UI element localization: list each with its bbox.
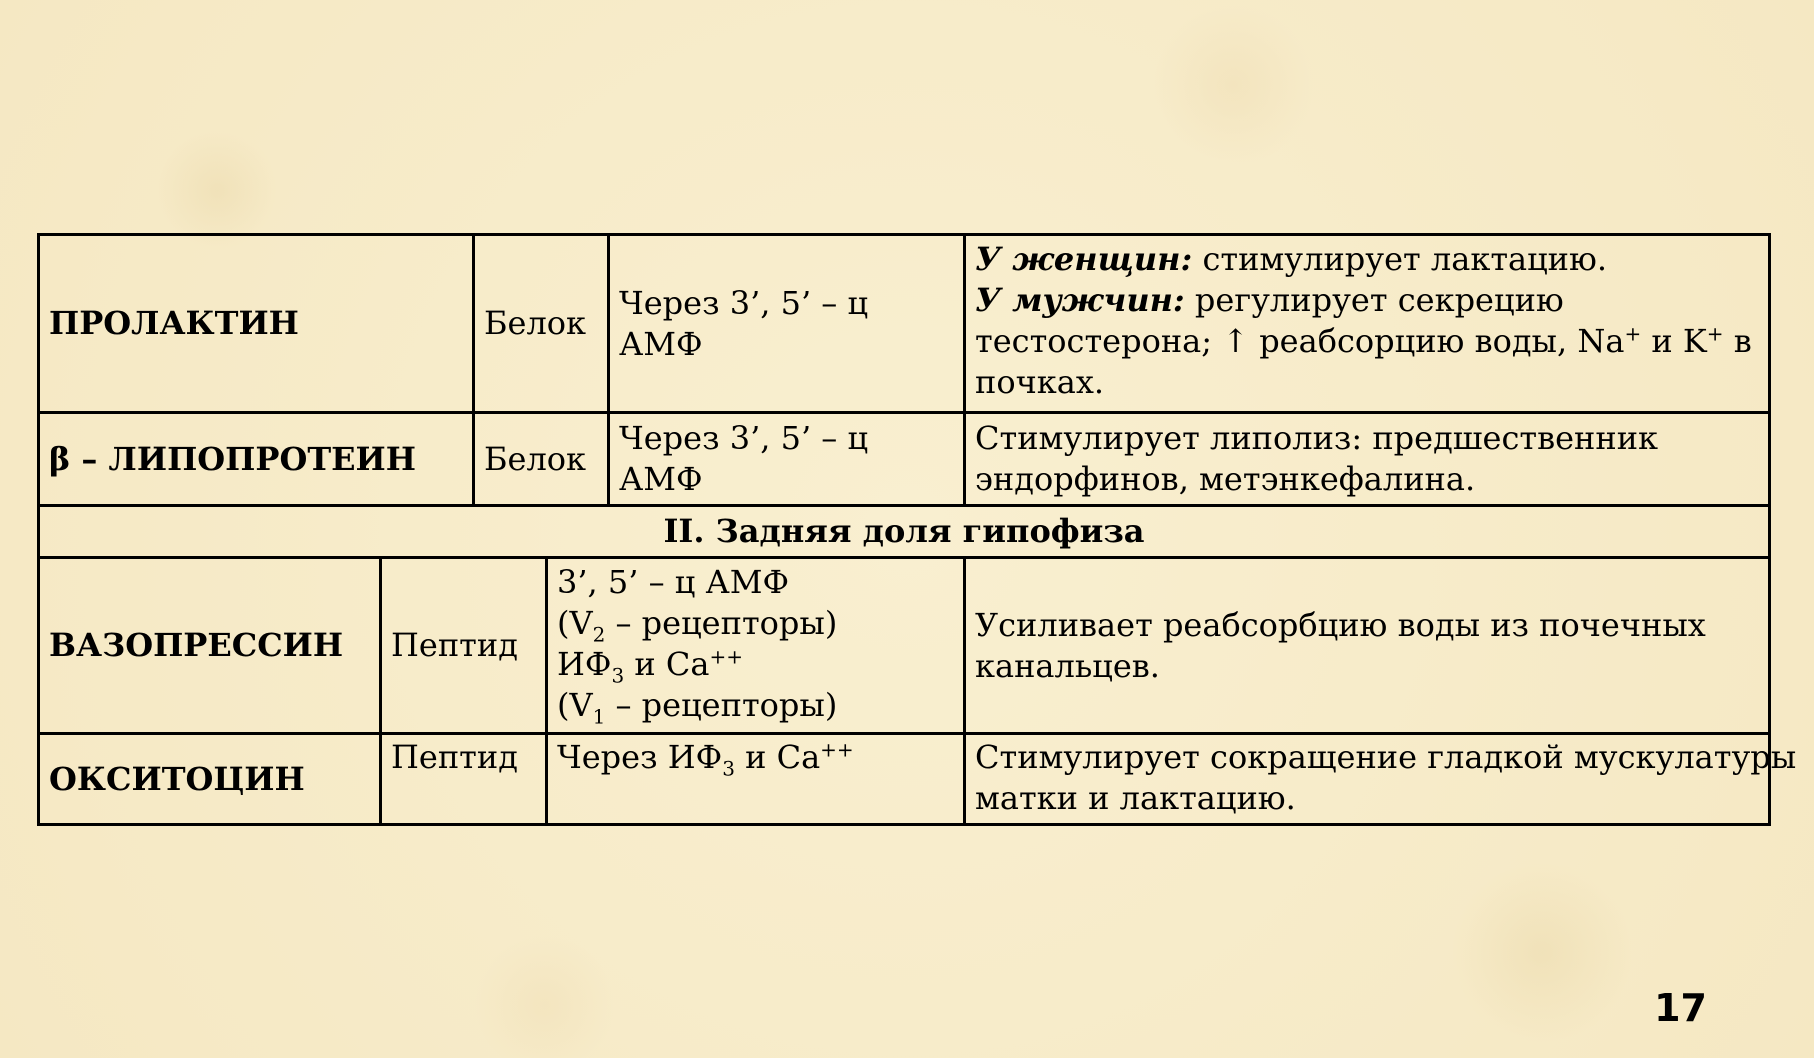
effect-line3-d: в <box>1723 322 1752 360</box>
lipoprotein-nature-text: Белок <box>484 439 587 478</box>
section-title <box>40 507 1768 559</box>
oxy-mech-sub: 3 <box>722 756 735 781</box>
row-prolactin-mechanism <box>610 236 966 414</box>
mech-line3-a: ИФ <box>557 645 612 683</box>
vasopressin-mechanism-line4 <box>557 685 954 729</box>
vasopressin-name-text: ВАЗОПРЕССИН <box>49 626 344 664</box>
oxy-mech-b: и Са <box>734 738 821 776</box>
prolactin-effect-line3 <box>975 321 1759 362</box>
row-vasopressin-effect <box>966 559 1768 735</box>
row-lipoprotein-effect <box>966 414 1768 507</box>
sodium-charge: + <box>1624 321 1642 346</box>
men-text: регулирует секрецию <box>1184 281 1564 319</box>
women-label: У женщин: <box>975 240 1193 278</box>
row-vasopressin-mechanism <box>548 559 966 735</box>
up-arrow-icon: ↑ <box>1222 322 1250 360</box>
vasopressin-mechanism-line1: 3’, 5’ – ц АМФ <box>557 563 790 601</box>
effect-line3-a: тестостерона; <box>975 322 1223 360</box>
mech-line3-sub: 3 <box>611 663 625 688</box>
mech-line4-sub: 1 <box>592 704 606 729</box>
prolactin-nature-text: Белок <box>484 304 587 342</box>
potassium-charge: + <box>1706 321 1724 346</box>
mech-line2-b: – рецепторы) <box>605 604 838 642</box>
prolactin-effect-line4: почках. <box>975 363 1105 401</box>
vasopressin-mechanism-line3 <box>557 644 954 688</box>
row-prolactin-name <box>40 236 475 414</box>
mech-line2-a: (V <box>557 604 593 642</box>
row-oxytocin-effect <box>966 735 1797 823</box>
oxytocin-nature-text: Пептид <box>391 738 518 776</box>
row-prolactin-effect <box>966 236 1768 414</box>
oxytocin-name-text: ОКСИТОЦИН <box>49 759 305 798</box>
mech-line3-sup: ++ <box>709 644 743 669</box>
row-lipoprotein-name <box>40 414 475 507</box>
row-oxytocin-name <box>40 735 382 823</box>
lipoprotein-name-text: β – ЛИПОПРОТЕИН <box>49 439 416 478</box>
oxytocin-effect-line1: Стимулирует сокращение гладкой мускулатуры <box>975 738 1797 776</box>
oxytocin-mechanism-line <box>557 737 954 781</box>
prolactin-mechanism-text: Через 3’, 5’ – ц АМФ <box>619 283 869 363</box>
row-lipoprotein-mechanism <box>610 414 966 507</box>
hormone-table <box>37 233 1797 826</box>
prolactin-effect-women <box>975 239 1759 280</box>
prolactin-effect-men <box>975 280 1759 321</box>
lipoprotein-effect-line1: Стимулирует липолиз: предшественник <box>975 419 1659 457</box>
page-number: 17 <box>1654 986 1707 1030</box>
mech-line2-sub: 2 <box>592 622 606 647</box>
effect-line3-b: реабсорцию воды, Na <box>1249 322 1625 360</box>
oxytocin-effect-line2: матки и лактацию. <box>975 779 1296 817</box>
lipoprotein-mechanism-text: Через 3’, 5’ – ц АМФ <box>619 419 869 498</box>
women-text: стимулирует лактацию. <box>1192 240 1608 278</box>
oxy-mech-sup: ++ <box>820 737 854 762</box>
mech-line3-b: и Са <box>624 645 710 683</box>
oxy-mech-a: Через ИФ <box>557 738 723 776</box>
effect-line3-c: и K <box>1641 322 1707 360</box>
prolactin-name-text: ПРОЛАКТИН <box>49 304 299 342</box>
vasopressin-effect-line2: канальцев. <box>975 646 1160 685</box>
lipoprotein-effect-line2: эндорфинов, метэнкефалина. <box>975 460 1476 498</box>
vasopressin-nature-text: Пептид <box>391 626 518 664</box>
row-lipoprotein-nature <box>475 414 610 507</box>
row-oxytocin-nature <box>382 735 548 823</box>
mech-line4-a: (V <box>557 686 593 724</box>
row-prolactin-nature <box>475 236 610 414</box>
vasopressin-mechanism-line2 <box>557 603 954 647</box>
vasopressin-effect-line1: Усиливает реабсорбцию воды из почечных <box>975 605 1706 644</box>
section-title-text: II. Задняя доля гипофиза <box>663 512 1145 550</box>
men-label: У мужчин: <box>975 281 1185 319</box>
mech-line4-b: – рецепторы) <box>605 686 838 724</box>
row-vasopressin-nature <box>382 559 548 735</box>
row-oxytocin-mechanism <box>548 735 966 823</box>
row-vasopressin-name <box>40 559 382 735</box>
